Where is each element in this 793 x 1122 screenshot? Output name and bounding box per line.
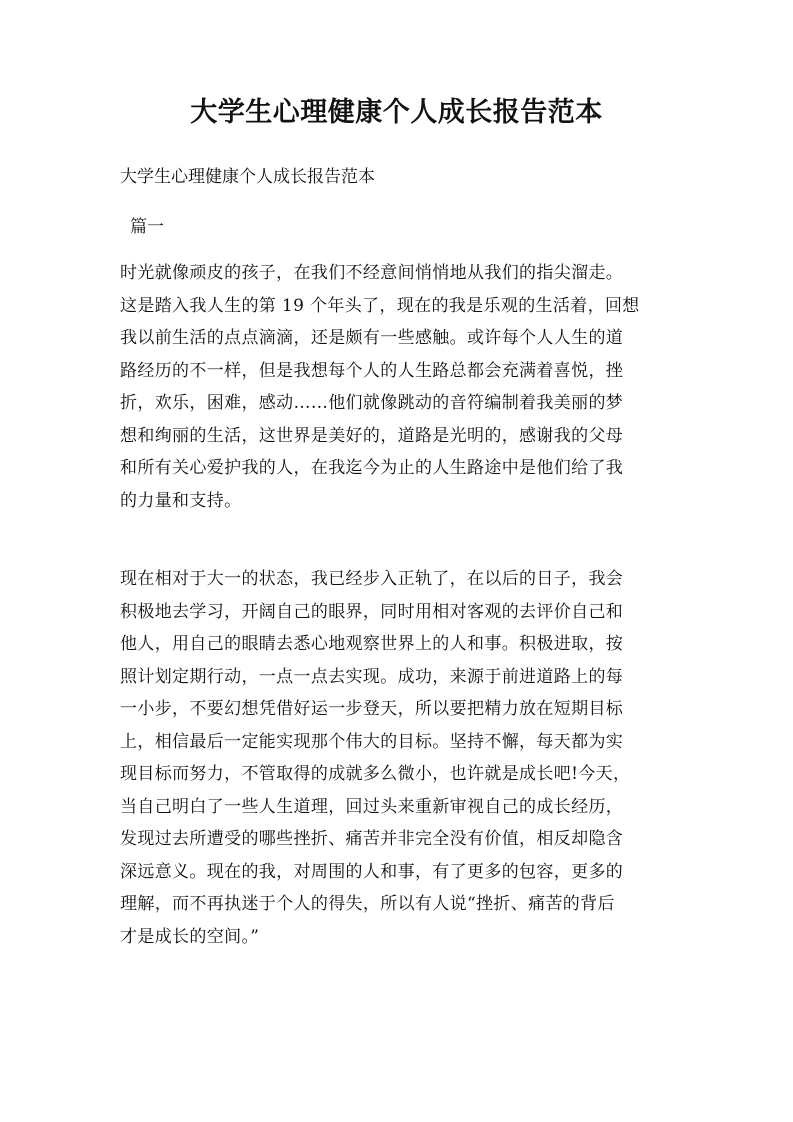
paragraph-line: 发现过去所遭受的哪些挫折、痛苦并非完全没有价值，相反却隐含 (120, 829, 624, 849)
paragraph-line: 我以前生活的点点滴滴，还是颇有一些感触。或许每个人人生的道 (120, 328, 624, 348)
paragraph-line: 理解，而不再执迷于个人的得失，所以有人说“挫折、痛苦的背后 (120, 894, 615, 914)
paragraph-line: 深远意义。现在的我，对周围的人和事，有了更多的包容，更多的 (120, 861, 624, 882)
paragraph-line: 一小步，不要幻想凭借好运一步登天，所以要把精力放在短期目标 (120, 699, 624, 719)
paragraph-line: 当自己明白了一些人生道理，回过头来重新审视自己的成长经历， (120, 796, 624, 817)
paragraph-line: 积极地去学习，开阔自己的眼界，同时用相对客观的去评价自己和 (120, 601, 624, 622)
paragraph-line: 的力量和支持。 (120, 490, 242, 511)
paragraph-line: 才是成长的空间。” (120, 926, 260, 947)
section-label: 篇一 (130, 217, 164, 237)
paragraph-line: 现在相对于大一的状态，我已经步入正轨了，在以后的日子，我会 (120, 569, 624, 589)
paragraph (120, 257, 680, 517)
paragraph-line: 照计划定期行动，一点一点去实现。成功，来源于前进道路上的每 (120, 666, 624, 687)
document-title: 大学生心理健康个人成长报告范本 (190, 97, 603, 128)
paragraph-line: 现目标而努力，不管取得的成就多么微小，也许就是成长吧!今天， (120, 764, 631, 784)
paragraph-line: 上，相信最后一定能实现那个伟大的目标。坚持不懈，每天都为实 (120, 731, 624, 752)
paragraph-line: 路经历的不一样，但是我想每个人的人生路总都会充满着喜悦，挫 (120, 360, 624, 381)
paragraph-line: 想和绚丽的生活，这世界是美好的，道路是光明的，感谢我的父母 (120, 425, 624, 446)
paragraph-line: 他人，用自己的眼睛去悉心地观察世界上的人和事。积极进取，按 (120, 634, 624, 654)
paragraph-line: 时光就像顽皮的孩子，在我们不经意间悄悄地从我们的指尖溜走。 (120, 263, 624, 283)
document-subtitle: 大学生心理健康个人成长报告范本 (120, 167, 375, 187)
paragraph (120, 563, 680, 953)
paragraph-line: 折，欢乐，困难，感动……他们就像跳动的音符编制着我美丽的梦 (120, 393, 624, 413)
paragraph-line: 这是踏入我人生的第 19 个年头了，现在的我是乐观的生活着，回想 (120, 295, 640, 316)
paragraph-line: 和所有关心爱护我的人，在我迄今为止的人生路途中是他们给了我 (120, 458, 624, 478)
